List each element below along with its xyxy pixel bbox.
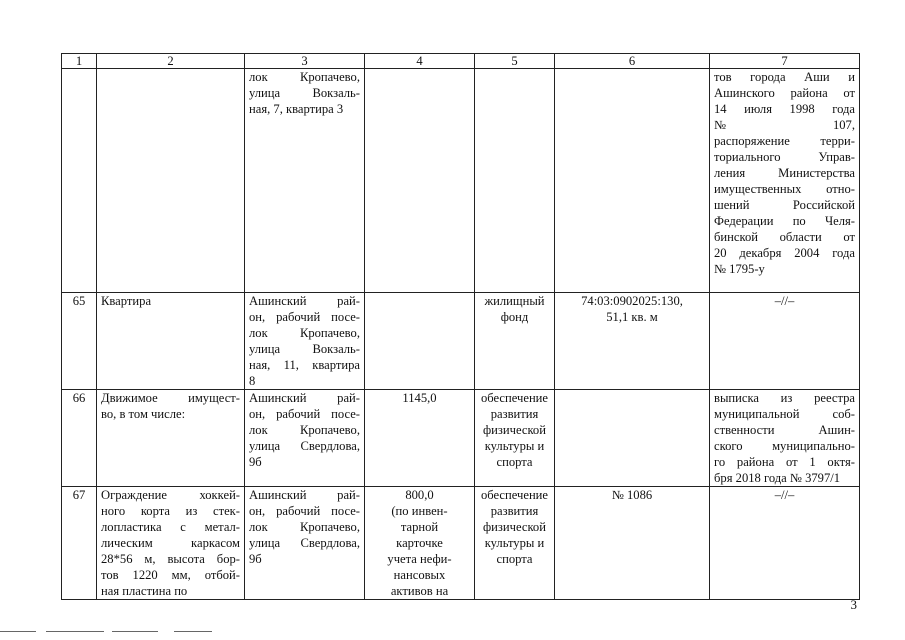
footer-rule bbox=[0, 631, 36, 632]
cell-cadastre bbox=[555, 390, 710, 487]
cell-name bbox=[97, 69, 245, 293]
cell-text-line: № 1086 bbox=[611, 488, 653, 502]
cell-text-line: муниципальной соб- bbox=[714, 407, 855, 421]
page-number: 3 bbox=[850, 597, 857, 612]
footer-rule bbox=[112, 631, 158, 632]
cell-text-line: во, в том числе: bbox=[101, 407, 186, 421]
cell-text-line: № 107, bbox=[714, 118, 855, 132]
cell-text-line: Ашинский рай- bbox=[249, 294, 360, 308]
cell-text-line: ториального Управ- bbox=[714, 150, 855, 164]
cell-text-line: Ашинский рай- bbox=[249, 488, 360, 502]
footer-rule bbox=[174, 631, 212, 632]
cell-text-line: 1145,0 bbox=[402, 391, 437, 405]
cell-text-line: 9б bbox=[249, 552, 262, 566]
cell-text-line: имущественных отно- bbox=[714, 182, 855, 196]
cell-value bbox=[365, 487, 475, 600]
column-number-row bbox=[62, 54, 860, 69]
cell-purpose bbox=[475, 487, 555, 600]
cell-text-line: лок Кропачево, bbox=[249, 520, 360, 534]
cell-text-line: ственности Ашин- bbox=[714, 423, 855, 437]
cell-text-line: он, рабочий посе- bbox=[249, 310, 360, 324]
table-row bbox=[62, 487, 860, 600]
cell-text-line: учета нефи- bbox=[387, 552, 452, 566]
cell-text-line: лок Кропачево, bbox=[249, 326, 360, 340]
cell-text-line: улица Свердлова, bbox=[249, 536, 360, 550]
cell-text-line: улица Вокзаль- bbox=[249, 342, 360, 356]
cell-text-line: 20 декабря 2004 года bbox=[714, 246, 855, 260]
cell-text-line: 74:03:0902025:130, bbox=[581, 294, 683, 308]
cell-text-line: культуры и bbox=[484, 536, 545, 550]
cell-number bbox=[62, 69, 97, 293]
cell-text-line: развития bbox=[490, 407, 539, 421]
cell-address bbox=[245, 487, 365, 600]
cell-text-line: 28*56 м, высота бор- bbox=[101, 552, 240, 566]
cell-text-line: жилищный bbox=[484, 294, 545, 308]
cell-text-line: тов города Аши и bbox=[714, 70, 855, 84]
cell-text-line: бря 2018 года № 3797/1 bbox=[714, 471, 841, 485]
cell-text-line: культуры и bbox=[484, 439, 545, 453]
property-register-table bbox=[61, 53, 860, 600]
cell-cadastre bbox=[555, 293, 710, 390]
footer-rule bbox=[46, 631, 104, 632]
cell-number: 66 bbox=[62, 390, 97, 487]
cell-purpose bbox=[475, 69, 555, 293]
cell-text-line: улица Свердлова, bbox=[249, 439, 360, 453]
cell-text-line: Движимое имущест- bbox=[101, 391, 240, 405]
column-number: 2 bbox=[97, 54, 245, 69]
cell-text-line: выписка из реестра bbox=[714, 391, 855, 405]
cell-text-line: –//– bbox=[774, 488, 795, 502]
cell-text-line: 8 bbox=[249, 374, 256, 388]
cell-basis bbox=[710, 293, 860, 390]
cell-text-line: активов на bbox=[390, 584, 449, 598]
cell-text-line: фонд bbox=[500, 310, 529, 324]
cell-text-line: спорта bbox=[496, 552, 533, 566]
cell-text-line: карточке bbox=[396, 536, 443, 550]
cell-text-line: ления Министерства bbox=[714, 166, 855, 180]
cell-text-line: го района от 1 октя- bbox=[714, 455, 855, 469]
cell-text-line: физической bbox=[483, 520, 546, 534]
cell-text-line: Квартира bbox=[101, 294, 152, 308]
cell-text-line: развития bbox=[490, 504, 539, 518]
cell-text-line: Федерации по Челя- bbox=[714, 214, 855, 228]
cell-text-line: спорта bbox=[496, 455, 533, 469]
column-number: 3 bbox=[245, 54, 365, 69]
cell-name bbox=[97, 293, 245, 390]
cell-address bbox=[245, 390, 365, 487]
cell-text-line: шений Российской bbox=[714, 198, 855, 212]
cell-text-line: нансовых bbox=[393, 568, 446, 582]
cell-text-line: тарной bbox=[400, 520, 439, 534]
cell-text-line: улица Вокзаль- bbox=[249, 86, 360, 100]
cell-basis bbox=[710, 390, 860, 487]
cell-text-line: ного корта из стек- bbox=[101, 504, 240, 518]
cell-value bbox=[365, 69, 475, 293]
cell-text-line: 14 июля 1998 года bbox=[714, 102, 855, 116]
cell-basis bbox=[710, 487, 860, 600]
cell-text-line: лок Кропачево, bbox=[249, 423, 360, 437]
cell-text-line: ная, 7, квартира 3 bbox=[249, 102, 344, 116]
cell-purpose bbox=[475, 390, 555, 487]
cell-text-line: Ашинского района от bbox=[714, 86, 855, 100]
cell-basis bbox=[710, 69, 860, 293]
cell-text-line: ная, 11, квартира bbox=[249, 358, 360, 372]
column-number: 6 bbox=[555, 54, 710, 69]
cell-text-line: распоряжение терри- bbox=[714, 134, 855, 148]
table-row bbox=[62, 293, 860, 390]
column-number: 5 bbox=[475, 54, 555, 69]
cell-text-line: бинской области от bbox=[714, 230, 855, 244]
cell-text-line: физической bbox=[483, 423, 546, 437]
cell-text-line: Ограждение хоккей- bbox=[101, 488, 240, 502]
cell-purpose bbox=[475, 293, 555, 390]
cell-name bbox=[97, 487, 245, 600]
continuation-row bbox=[62, 69, 860, 293]
cell-value bbox=[365, 293, 475, 390]
cell-number: 67 bbox=[62, 487, 97, 600]
cell-text-line: лок Кропачево, bbox=[249, 70, 360, 84]
cell-text-line: обеспечение bbox=[480, 488, 549, 502]
cell-text-line: обеспечение bbox=[480, 391, 549, 405]
cell-text-line: –//– bbox=[774, 294, 795, 308]
cell-text-line: тов 1220 мм, отбой- bbox=[101, 568, 240, 582]
cell-cadastre bbox=[555, 69, 710, 293]
cell-address bbox=[245, 293, 365, 390]
cell-cadastre bbox=[555, 487, 710, 600]
cell-text-line: (по инвен- bbox=[391, 504, 448, 518]
table-row bbox=[62, 390, 860, 487]
cell-text-line: ского муниципально- bbox=[714, 439, 855, 453]
cell-text-line: 51,1 кв. м bbox=[606, 310, 658, 324]
cell-text-line: он, рабочий посе- bbox=[249, 504, 360, 518]
cell-text-line: 800,0 bbox=[405, 488, 434, 502]
cell-text-line: Ашинский рай- bbox=[249, 391, 360, 405]
cell-text-line: лическим каркасом bbox=[101, 536, 240, 550]
cell-address bbox=[245, 69, 365, 293]
column-number: 1 bbox=[62, 54, 97, 69]
column-number: 4 bbox=[365, 54, 475, 69]
cell-text-line: лопластика с метал- bbox=[101, 520, 240, 534]
column-number: 7 bbox=[710, 54, 860, 69]
cell-text-line: 9б bbox=[249, 455, 262, 469]
cell-text-line: он, рабочий посе- bbox=[249, 407, 360, 421]
cell-text-line: ная пластина по bbox=[101, 584, 188, 598]
cell-number: 65 bbox=[62, 293, 97, 390]
cell-name bbox=[97, 390, 245, 487]
cell-text-line: № 1795-у bbox=[714, 262, 765, 276]
cell-value bbox=[365, 390, 475, 487]
